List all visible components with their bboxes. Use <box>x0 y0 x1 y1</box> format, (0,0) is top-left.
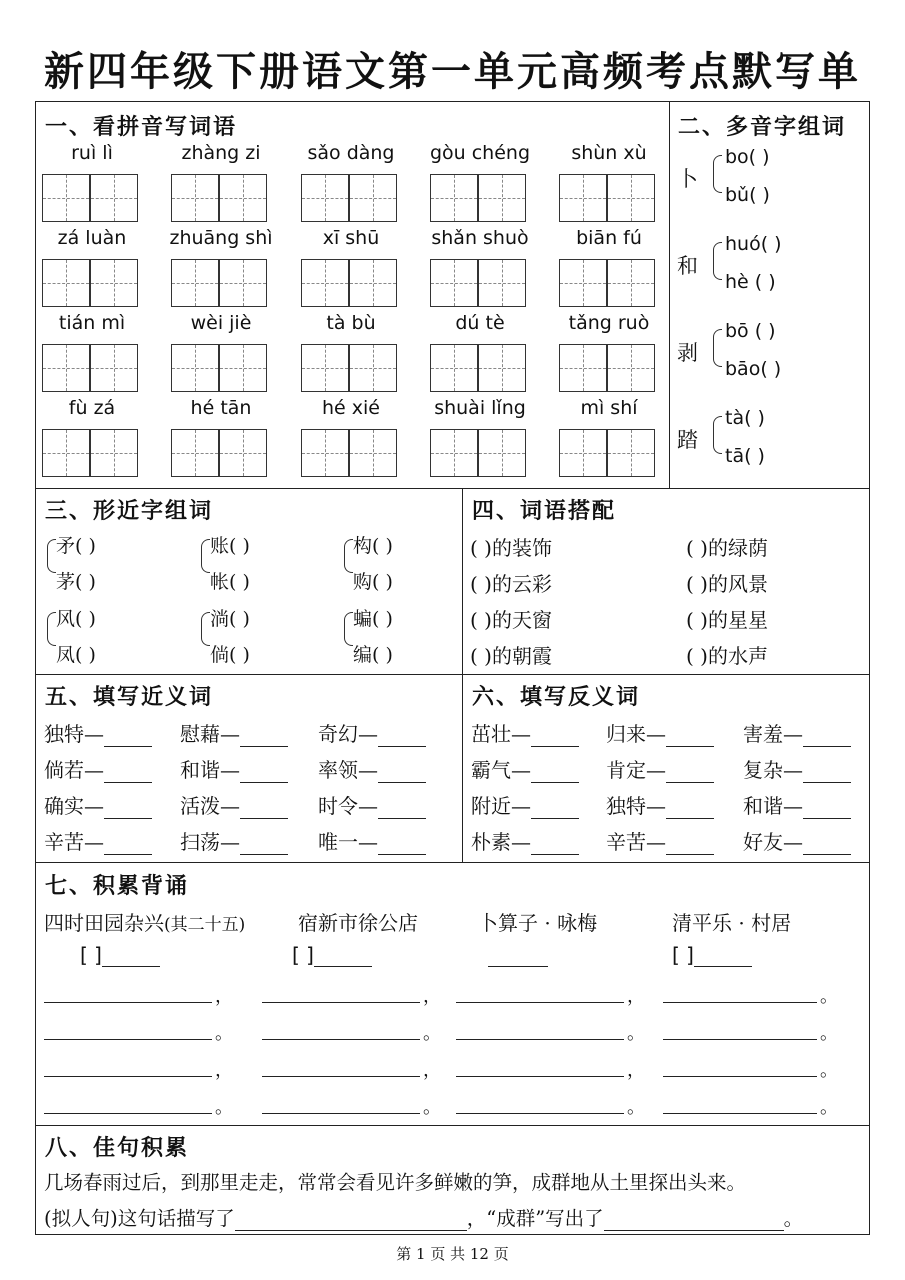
word-blank[interactable]: 风( ) <box>56 608 96 630</box>
pinyin-label: fù zá <box>68 397 116 419</box>
polyphone-reading[interactable]: bo( ) <box>725 146 770 168</box>
answer-blank[interactable] <box>803 762 851 783</box>
writing-box[interactable] <box>607 429 655 477</box>
pinyin-label: xī shū <box>322 227 380 249</box>
writing-box[interactable] <box>301 429 349 477</box>
writing-box[interactable] <box>301 259 349 307</box>
collocation-item[interactable]: ( )的装饰 <box>470 536 552 560</box>
word-label: 茁壮— <box>471 722 531 746</box>
word-with-blank <box>606 826 714 855</box>
writing-box[interactable] <box>559 344 607 392</box>
answer-blank[interactable] <box>240 762 288 783</box>
writing-box[interactable] <box>42 259 90 307</box>
answer-blank[interactable] <box>378 726 426 747</box>
pinyin-label: shùn xù <box>571 142 647 164</box>
writing-box[interactable] <box>171 429 219 477</box>
brace <box>713 155 722 193</box>
writing-box[interactable] <box>559 259 607 307</box>
poem-line-blank[interactable] <box>456 1002 624 1003</box>
writing-box[interactable] <box>171 344 219 392</box>
word-label: 辛苦— <box>606 830 666 854</box>
author-field[interactable]: [ ] <box>672 943 752 967</box>
writing-box[interactable] <box>90 429 138 477</box>
punctuation: 。 <box>820 1060 838 1081</box>
pinyin-label: wèi jiè <box>190 312 252 334</box>
word-blank[interactable]: 帐( ) <box>210 571 250 593</box>
section-3-heading: 三、形近字组词 <box>45 498 214 524</box>
answer-blank[interactable] <box>666 798 714 819</box>
divider <box>35 1125 870 1126</box>
writing-box[interactable] <box>90 344 138 392</box>
word-with-blank <box>318 754 426 783</box>
answer-blank[interactable] <box>240 726 288 747</box>
polyphone-char: 踏 <box>677 428 698 452</box>
poem-title: 清平乐 · 村居 <box>672 911 792 935</box>
divider <box>35 674 870 675</box>
punctuation: ， <box>215 1060 233 1081</box>
poem-title: 卜算子 · 咏梅 <box>478 911 598 935</box>
word-with-blank <box>743 718 851 747</box>
pinyin-label: zá luàn <box>57 227 127 249</box>
writing-box[interactable] <box>559 174 607 222</box>
word-label: 复杂— <box>743 758 803 782</box>
word-label: 扫荡— <box>180 830 240 854</box>
poem-line-blank[interactable] <box>456 1113 624 1114</box>
polyphone-reading[interactable]: tā( ) <box>725 445 765 467</box>
writing-box[interactable] <box>42 429 90 477</box>
writing-box[interactable] <box>478 174 526 222</box>
writing-box[interactable] <box>42 174 90 222</box>
pinyin-label: hé xié <box>322 397 380 419</box>
writing-box[interactable] <box>171 259 219 307</box>
pinyin-label: zhuāng shì <box>169 227 273 249</box>
polyphone-reading[interactable]: hè ( ) <box>725 271 776 293</box>
word-with-blank <box>180 790 288 819</box>
word-with-blank <box>606 790 714 819</box>
pinyin-label: tà bù <box>326 312 376 334</box>
page-number: 第 1 页 共 12 页 <box>396 1245 509 1263</box>
word-label: 确实— <box>44 794 104 818</box>
polyphone-char: 和 <box>677 254 698 278</box>
word-label: 独特— <box>606 794 666 818</box>
punctuation: 。 <box>627 1097 645 1118</box>
punctuation: 。 <box>215 1023 233 1044</box>
poem-title: 四时田园杂兴(其二十五) <box>44 911 246 935</box>
pinyin-label: mì shí <box>580 397 638 419</box>
answer-blank[interactable] <box>104 726 152 747</box>
collocation-item[interactable]: ( )的天窗 <box>470 608 552 632</box>
polyphone-char: 剥 <box>677 341 698 365</box>
writing-box[interactable] <box>171 174 219 222</box>
writing-box[interactable] <box>478 344 526 392</box>
word-label: 倘若— <box>44 758 104 782</box>
punctuation: 。 <box>820 1097 838 1118</box>
writing-box[interactable] <box>478 429 526 477</box>
word-with-blank <box>44 826 152 855</box>
punctuation: ， <box>627 986 645 1007</box>
word-with-blank <box>180 826 288 855</box>
answer-blank[interactable] <box>531 726 579 747</box>
word-with-blank <box>606 718 714 747</box>
writing-box[interactable] <box>219 174 267 222</box>
poem-line-blank[interactable] <box>44 1002 212 1003</box>
answer-blank[interactable] <box>604 1208 784 1231</box>
collocation-item[interactable]: ( )的星星 <box>686 608 768 632</box>
brace <box>201 539 210 573</box>
punctuation: 。 <box>423 1023 441 1044</box>
punctuation: ， <box>215 986 233 1007</box>
word-with-blank <box>180 718 288 747</box>
writing-box[interactable] <box>301 344 349 392</box>
word-label: 害羞— <box>743 722 803 746</box>
word-with-blank <box>743 754 851 783</box>
polyphone-reading[interactable]: bǔ( ) <box>725 184 770 206</box>
collocation-item[interactable]: ( )的绿荫 <box>686 536 768 560</box>
section-1-heading: 一、看拼音写词语 <box>45 114 238 140</box>
punctuation: 。 <box>820 1023 838 1044</box>
section-5-heading: 五、填写近义词 <box>45 684 214 710</box>
poem-line-blank[interactable] <box>44 1039 212 1040</box>
poem-line-blank[interactable] <box>456 1076 624 1077</box>
answer-blank[interactable] <box>240 834 288 855</box>
writing-box[interactable] <box>607 174 655 222</box>
word-label: 时令— <box>318 794 378 818</box>
word-with-blank <box>318 826 426 855</box>
word-with-blank <box>471 790 579 819</box>
punctuation: 。 <box>215 1097 233 1118</box>
writing-box[interactable] <box>349 429 397 477</box>
divider <box>462 488 463 862</box>
poem-line-blank[interactable] <box>262 1113 420 1114</box>
word-label: 归来— <box>606 722 666 746</box>
word-label: 和谐— <box>180 758 240 782</box>
writing-box[interactable] <box>430 344 478 392</box>
word-blank[interactable]: 构( ) <box>353 535 393 557</box>
section-6-heading: 六、填写反义词 <box>472 684 641 710</box>
answer-blank[interactable] <box>104 762 152 783</box>
section-7-heading: 七、积累背诵 <box>45 873 190 899</box>
writing-box[interactable] <box>607 344 655 392</box>
word-label: 慰藉— <box>180 722 240 746</box>
word-blank[interactable]: 矛( ) <box>56 535 96 557</box>
brace <box>344 539 353 573</box>
brace <box>713 329 722 367</box>
poem-line-blank[interactable] <box>663 1039 817 1040</box>
answer-blank[interactable] <box>666 762 714 783</box>
collocation-item[interactable]: ( )的风景 <box>686 572 768 596</box>
poem-line-blank[interactable] <box>663 1076 817 1077</box>
brace <box>713 416 722 454</box>
poem-line-blank[interactable] <box>663 1002 817 1003</box>
divider <box>35 862 870 863</box>
punctuation: 。 <box>423 1097 441 1118</box>
poem-line-blank[interactable] <box>262 1076 420 1077</box>
example-sentence: 几场春雨过后，到那里走走，常常会看见许多鲜嫩的笋，成群地从土里探出头来。 <box>44 1171 747 1194</box>
answer-blank[interactable] <box>378 798 426 819</box>
writing-box[interactable] <box>607 259 655 307</box>
writing-box[interactable] <box>430 174 478 222</box>
answer-blank[interactable] <box>803 798 851 819</box>
word-label: 独特— <box>44 722 104 746</box>
pinyin-label: biān fú <box>576 227 642 249</box>
pinyin-label: ruì lì <box>71 142 113 164</box>
punctuation: ， <box>423 986 441 1007</box>
author-field[interactable]: [ ] <box>292 943 372 967</box>
punctuation: ， <box>423 1060 441 1081</box>
answer-blank[interactable] <box>803 726 851 747</box>
word-with-blank <box>471 718 579 747</box>
author-field[interactable] <box>488 943 548 967</box>
writing-box[interactable] <box>219 259 267 307</box>
word-label: 好友— <box>743 830 803 854</box>
answer-blank[interactable] <box>666 726 714 747</box>
poem-title: 宿新市徐公店 <box>298 911 418 935</box>
brace <box>713 242 722 280</box>
writing-box[interactable] <box>349 344 397 392</box>
poem-line-blank[interactable] <box>44 1113 212 1114</box>
page-title: 新四年级下册语文第一单元高频考点默写单 <box>44 48 861 95</box>
collocation-item[interactable]: ( )的朝霞 <box>470 644 552 668</box>
brace <box>344 612 353 646</box>
answer-blank[interactable] <box>378 762 426 783</box>
author-field[interactable]: [ ] <box>80 943 160 967</box>
answer-blank[interactable] <box>235 1208 467 1231</box>
polyphone-reading[interactable]: bāo( ) <box>725 358 782 380</box>
word-with-blank <box>743 790 851 819</box>
punctuation: ， <box>627 1060 645 1081</box>
poem-line-blank[interactable] <box>262 1002 420 1003</box>
polyphone-char: 卜 <box>677 167 698 191</box>
word-with-blank <box>44 718 152 747</box>
answer-blank[interactable] <box>531 798 579 819</box>
word-with-blank <box>44 790 152 819</box>
word-label: 和谐— <box>743 794 803 818</box>
writing-box[interactable] <box>219 429 267 477</box>
writing-box[interactable] <box>478 259 526 307</box>
word-label: 辛苦— <box>44 830 104 854</box>
poem-line-blank[interactable] <box>44 1076 212 1077</box>
brace <box>47 612 56 646</box>
collocation-item[interactable]: ( )的水声 <box>686 644 768 668</box>
poem-line-blank[interactable] <box>663 1113 817 1114</box>
writing-box[interactable] <box>90 174 138 222</box>
word-label: 朴素— <box>471 830 531 854</box>
word-label: 唯一— <box>318 830 378 854</box>
word-blank[interactable]: 倘( ) <box>210 644 250 666</box>
brace <box>201 612 210 646</box>
pinyin-label: zhàng zi <box>181 142 261 164</box>
answer-blank[interactable] <box>531 762 579 783</box>
polyphone-reading[interactable]: bō ( ) <box>725 320 776 342</box>
writing-box[interactable] <box>42 344 90 392</box>
word-blank[interactable]: 淌( ) <box>210 608 250 630</box>
pinyin-label: hé tān <box>190 397 252 419</box>
answer-blank[interactable] <box>104 798 152 819</box>
word-label: 率领— <box>318 758 378 782</box>
section-8-heading: 八、佳句积累 <box>45 1135 190 1161</box>
word-with-blank <box>318 718 426 747</box>
word-label: 奇幻— <box>318 722 378 746</box>
word-with-blank <box>743 826 851 855</box>
word-with-blank <box>318 790 426 819</box>
word-label: 附近— <box>471 794 531 818</box>
pinyin-label: tián mì <box>58 312 126 334</box>
writing-box[interactable] <box>430 429 478 477</box>
collocation-item[interactable]: ( )的云彩 <box>470 572 552 596</box>
word-blank[interactable]: 编( ) <box>353 644 393 666</box>
writing-box[interactable] <box>90 259 138 307</box>
section-2-heading: 二、多音字组词 <box>678 114 847 140</box>
word-blank[interactable]: 凤( ) <box>56 644 96 666</box>
pinyin-label: sǎo dàng <box>307 142 395 164</box>
word-blank[interactable]: 账( ) <box>210 535 250 557</box>
pinyin-label: tǎng ruò <box>568 312 650 334</box>
word-blank[interactable]: 蝙( ) <box>353 608 393 630</box>
divider <box>35 488 870 489</box>
writing-box[interactable] <box>301 174 349 222</box>
answer-blank[interactable] <box>803 834 851 855</box>
answer-blank[interactable] <box>666 834 714 855</box>
writing-box[interactable] <box>349 259 397 307</box>
polyphone-reading[interactable]: huó( ) <box>725 233 782 255</box>
word-with-blank <box>471 826 579 855</box>
pinyin-label: dú tè <box>455 312 505 334</box>
writing-box[interactable] <box>349 174 397 222</box>
word-with-blank <box>44 754 152 783</box>
word-label: 霸气— <box>471 758 531 782</box>
word-with-blank <box>180 754 288 783</box>
writing-box[interactable] <box>219 344 267 392</box>
word-with-blank <box>606 754 714 783</box>
answer-blank[interactable] <box>104 834 152 855</box>
poem-line-blank[interactable] <box>456 1039 624 1040</box>
pinyin-label: shǎn shuò <box>431 227 529 249</box>
word-blank[interactable]: 购( ) <box>353 571 393 593</box>
answer-blank[interactable] <box>240 798 288 819</box>
word-with-blank <box>471 754 579 783</box>
word-blank[interactable]: 茅( ) <box>56 571 96 593</box>
punctuation: 。 <box>820 986 838 1007</box>
punctuation: 。 <box>627 1023 645 1044</box>
brace <box>47 539 56 573</box>
answer-blank[interactable] <box>378 834 426 855</box>
writing-box[interactable] <box>559 429 607 477</box>
sentence-question: (拟人句)这句话描写了 ，“成群”写出了 。 <box>44 1207 804 1230</box>
writing-box[interactable] <box>430 259 478 307</box>
word-label: 肯定— <box>606 758 666 782</box>
pinyin-label: gòu chéng <box>429 142 531 164</box>
answer-blank[interactable] <box>531 834 579 855</box>
word-label: 活泼— <box>180 794 240 818</box>
pinyin-label: shuài lǐng <box>434 397 526 419</box>
section-4-heading: 四、词语搭配 <box>472 498 617 524</box>
poem-line-blank[interactable] <box>262 1039 420 1040</box>
polyphone-reading[interactable]: tà( ) <box>725 407 765 429</box>
